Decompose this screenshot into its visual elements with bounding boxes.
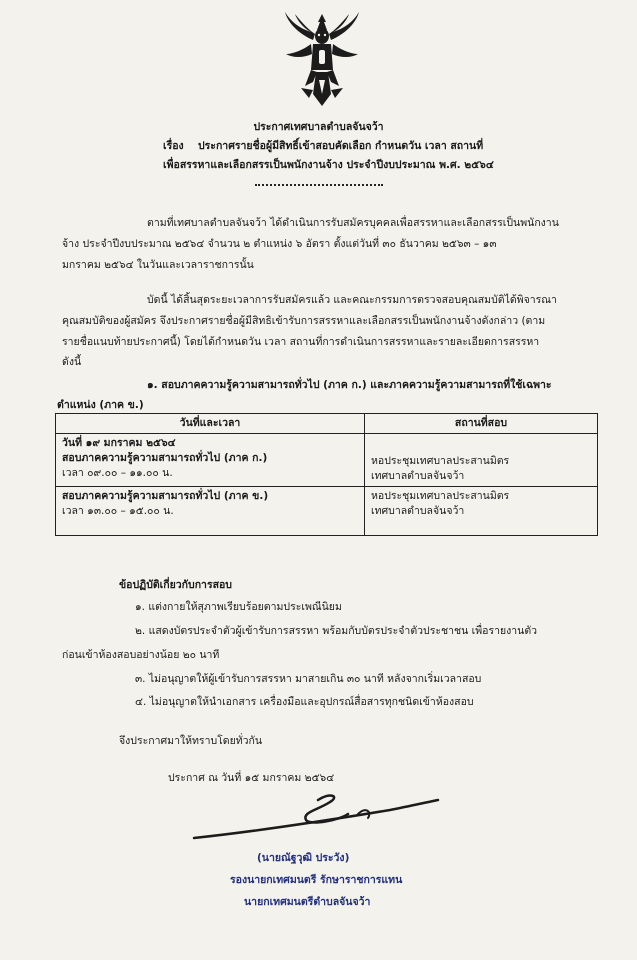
handwritten-signature-icon <box>190 790 440 845</box>
paragraph-2-line-1: บัดนี้ ได้สิ้นสุดระยะเวลาการรับสมัครแล้ว และคณะกรรมการตรวจสอบคุณสมบัติได้พิจารณา <box>147 294 557 306</box>
location-cell <box>365 434 598 487</box>
table-header-row <box>56 414 598 434</box>
exam-schedule-table <box>55 413 598 536</box>
rules-title: ข้อปฏิบัติเกี่ยวกับการสอบ <box>119 579 232 591</box>
rule-item: ๒. แสดงบัตรประจำตัวผู้เข้ารับการสรรหา พร้อมกับบัตรประจำตัวประชาชน เพื่อรายงานตัว <box>135 625 538 637</box>
location-cell <box>365 487 598 536</box>
paragraph-2-line-4: ดังนี้ <box>62 356 82 368</box>
paragraph-1-line-1: ตามที่เทศบาลตำบลจันจว้า ได้ดำเนินการรับสมัครบุคคลเพื่อสรรหาและเลือกสรรเป็นพนักงาน <box>147 217 559 229</box>
announcement-title: ประกาศเทศบาลตำบลจันจว้า <box>253 121 384 133</box>
exam-time: เวลา ๑๓.๐๐ – ๑๕.๐๐ น. <box>62 505 174 517</box>
rule-item: ๔. ไม่อนุญาตให้นำเอกสาร เครื่องมือและอุปกรณ์สื่อสารทุกชนิดเข้าห้องสอบ <box>135 696 474 708</box>
closing-statement: จึงประกาศมาให้ทราบโดยทั่วกัน <box>119 735 263 747</box>
exam-item-1-line-1: ๑. สอบภาคความรู้ความสามารถทั่วไป (ภาค ก.) และภาคความรู้ความสามารถที่ใช้เฉพาะ <box>147 379 552 391</box>
schedule-cell <box>56 434 365 487</box>
announcement-date: ประกาศ ณ วันที่ ๑๕ มกราคม ๒๕๖๔ <box>168 772 335 784</box>
location-line-2: เทศบาลตำบลจันจว้า <box>371 505 465 517</box>
location-line-1: หอประชุมเทศบาลประสานมิตร <box>371 490 510 502</box>
header-exam-location: สถานที่สอบ <box>365 414 598 434</box>
table-row <box>56 487 598 536</box>
location-line-2: เทศบาลตำบลจันจว้า <box>371 470 465 482</box>
paragraph-1-line-3: มกราคม ๒๕๖๔ ในวันและเวลาราชการนั้น <box>62 259 254 271</box>
signatory-name: (นายณัฐวุฒิ ประวัง) <box>257 852 350 864</box>
signatory-position-line-2: นายกเทศมนตรีตำบลจันจว้า <box>244 896 371 908</box>
subject-line-2: เพื่อสรรหาและเลือกสรรเป็นพนักงานจ้าง ประจำปีงบประมาณ พ.ศ. ๒๕๖๔ <box>163 159 494 171</box>
paragraph-1-line-2: จ้าง ประจำปีงบประมาณ ๒๕๖๔ จำนวน ๒ ตำแหน่ง ๖ อัตรา ตั้งแต่วันที่ ๓๐ ธันวาคม ๒๕๖๓ – ๑๓ <box>62 238 497 250</box>
paragraph-2-line-2: คุณสมบัติของผู้สมัคร จึงประกาศรายชื่อผู้มีสิทธิเข้ารับการสรรหาและเลือกสรรเป็นพนักงานจ้างดังกล่าว (ตาม <box>62 315 546 327</box>
location-line-1: หอประชุมเทศบาลประสานมิตร <box>371 455 510 467</box>
subject-line-1: ประกาศรายชื่อผู้มีสิทธิ์เข้าสอบคัดเลือก กำหนดวัน เวลา สถานที่ <box>198 140 484 152</box>
exam-time: เวลา ๐๙.๐๐ – ๑๑.๐๐ น. <box>62 467 173 479</box>
exam-date: วันที่ ๑๙ มกราคม ๒๕๖๔ <box>62 437 176 449</box>
title-dotted-divider <box>255 184 383 186</box>
rule-item-continuation: ก่อนเข้าห้องสอบอย่างน้อย ๒๐ นาที <box>62 649 220 661</box>
schedule-cell <box>56 487 365 536</box>
header-date-time: วันที่และเวลา <box>56 414 365 434</box>
exam-session-name: สอบภาคความรู้ความสามารถทั่วไป (ภาค ข.) <box>62 490 269 502</box>
table-row <box>56 434 598 487</box>
signatory-position-line-1: รองนายกเทศมนตรี รักษาราชการแทน <box>230 874 403 886</box>
rule-item: ๓. ไม่อนุญาตให้ผู้เข้ารับการสรรหา มาสายเกิน ๓๐ นาที หลังจากเริ่มเวลาสอบ <box>135 673 482 685</box>
exam-item-1-line-2: ตำแหน่ง (ภาค ข.) <box>57 399 144 411</box>
garuda-emblem-icon <box>283 10 361 110</box>
rule-item: ๑. แต่งกายให้สุภาพเรียบร้อยตามประเพณีนิยม <box>135 601 342 613</box>
paragraph-2-line-3: รายชื่อแนบท้ายประกาศนี้) โดยได้กำหนดวัน เวลา สถานที่การดำเนินการสรรหาและรายละเอียดการสรรหา <box>62 336 540 348</box>
exam-session-name: สอบภาคความรู้ความสามารถทั่วไป (ภาค ก.) <box>62 452 268 464</box>
subject-label: เรื่อง <box>163 140 184 152</box>
